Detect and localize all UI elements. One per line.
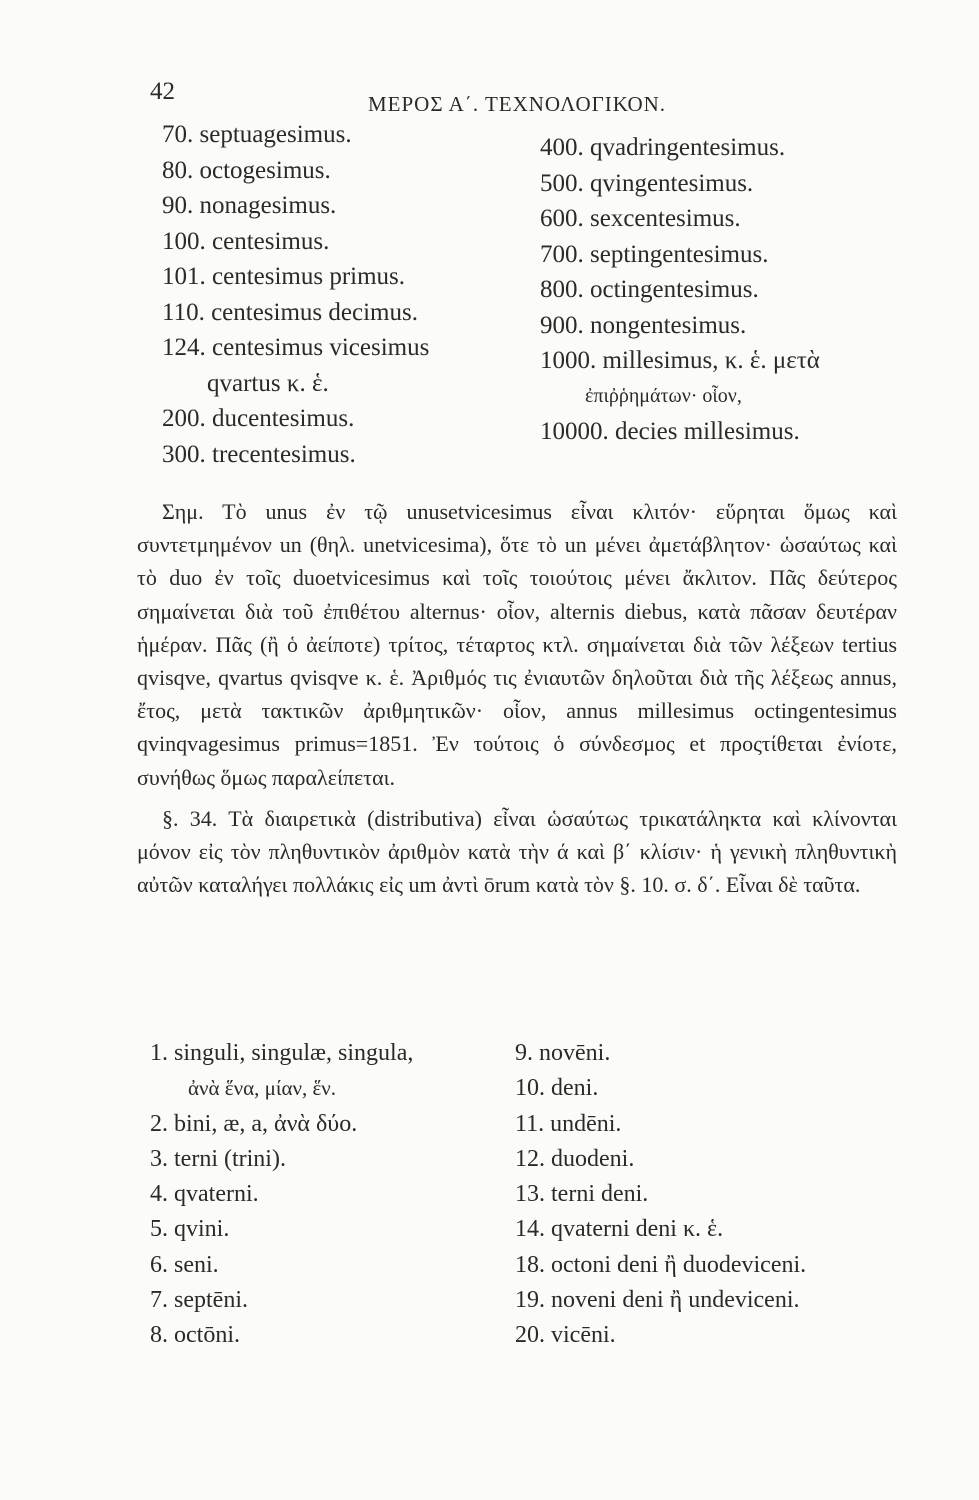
running-title: ΜΕΡΟΣ Α΄. ΤΕΧΝΟΛΟΓΙΚΟΝ.: [368, 92, 667, 116]
body-text: [137, 487, 897, 901]
section-paragraph: §. 34. Τὰ διαιρετικὰ (distributiva) εἶναι ὡσαύτως τρικατάληκτα καὶ κλίνονται μόνον εἰς τὸν πληθυντικὸν ἀριθμὸν κατὰ τὴν ά καὶ β΄ κλίσιν· ἡ γενικὴ πληθυντικὴ αὐτῶν καταλήγει πολλάκις εἰς um ἀντὶ ōrum κατὰ τὸν §. 10. σ. δ΄. Εἶναι δὲ ταῦτα.: [137, 805, 897, 898]
ordinal-line: 70. septuagesimus.: [162, 121, 352, 148]
ordinals-right-column: [540, 130, 820, 450]
ordinal-line: 800. octingentesimus.: [540, 276, 759, 303]
distributive-line: 2. bini, æ, a, ἀνὰ δύο.: [150, 1110, 358, 1137]
ordinal-line: 500. qvingentesimus.: [540, 169, 754, 197]
ordinal-line: qvartus κ. ἑ.: [207, 369, 329, 397]
distributives-left-column: [150, 1036, 413, 1354]
distributive-line: 5. qvini.: [150, 1216, 230, 1243]
ordinal-line: 200. ducentesimus.: [162, 405, 355, 432]
distributive-line: 3. terni (trini).: [150, 1145, 286, 1172]
distributive-line: 6. seni.: [150, 1251, 219, 1278]
ordinal-line: 600. sexcentesimus.: [540, 205, 741, 232]
ordinal-line: 100. centesimus.: [162, 227, 330, 255]
ordinal-line: 300. trecentesimus.: [162, 440, 356, 468]
distributive-line: 9. novēni.: [515, 1040, 611, 1066]
distributive-line: ἀνὰ ἕνα, μίαν, ἕν.: [188, 1076, 337, 1101]
ordinal-line: 80. octogesimus.: [162, 156, 331, 184]
distributive-line: 14. qvaterni deni κ. ἑ.: [515, 1216, 724, 1243]
ordinal-line: 1000. millesimus, κ. ἑ. μετὰ: [540, 347, 820, 374]
ordinal-line: 101. centesimus primus.: [162, 263, 406, 290]
ordinal-line: 400. qvadringentesimus.: [540, 134, 786, 161]
distributive-line: 7. septēni.: [150, 1287, 248, 1314]
distributive-line: 1. singuli, singulæ, singula,: [150, 1040, 414, 1066]
distributive-line: 10. deni.: [515, 1075, 599, 1102]
ordinal-line: 110. centesimus decimus.: [162, 298, 418, 326]
distributive-line: 11. undēni.: [515, 1110, 622, 1137]
ordinal-line: ἐπιῤῥημάτων· οἷον,: [585, 384, 742, 407]
ordinals-left-column: [162, 117, 429, 472]
distributives-right-column: [515, 1036, 806, 1354]
ordinal-line: 124. centesimus vicesimus: [162, 334, 430, 361]
distributive-line: 20. vicēni.: [515, 1322, 616, 1349]
distributive-line: 4. qvaterni.: [150, 1181, 259, 1208]
distributive-line: 18. octoni deni ἢ duodeviceni.: [515, 1251, 807, 1278]
note-paragraph: Σημ. Τὸ unus ἐν τῷ unusetvicesimus εἶναι κλιτόν· εὕρηται ὅμως καὶ συντετμημένον un (θηλ. unetvicesima), ὅτε τὸ un μένει ἀμετάβλητον· ὡσαύτως καὶ τὸ duo ἐν τοῖς duoetvicesimus καὶ τοῖς τοιούτοις μένει ἄκλιτον. Πᾶς δεύτερος σημαίνεται διὰ τοῦ ἐπιθέτου alternus· οἷον, alternis diebus, κατὰ πᾶσαν δευτέραν ἡμέραν. Πᾶς (ἢ ὁ ἀείποτε) τρίτος, τέταρτος κτλ. σημαίνεται διὰ τῶν λέξεων tertius qvisqve, qvartus qvisqve κ. ἑ. Ἀριθμός τις ἐνιαυτῶν δηλοῦται διὰ τῆς λέξεως annus, ἔτος, μετὰ τακτικῶν ἀριθμητικῶν· οἷον, annus millesimus octingentesimus qvinqvagesimus primus=1851. Ἐν τούτοις ὁ σύνδεσμος et προςτίθεται ἐνίοτε, συνήθως ὅμως παραλείπεται.: [137, 499, 897, 790]
distributive-line: 13. terni deni.: [515, 1181, 649, 1208]
page-number: 42: [150, 78, 175, 105]
ordinal-line: 700. septingentesimus.: [540, 240, 769, 268]
ordinal-line: 900. nongentesimus.: [540, 311, 747, 339]
distributive-line: 19. noveni deni ἢ undeviceni.: [515, 1287, 800, 1314]
distributive-line: 8. octōni.: [150, 1322, 240, 1349]
ordinal-line: 10000. decies millesimus.: [540, 418, 800, 445]
distributive-line: 12. duodeni.: [515, 1145, 635, 1172]
ordinal-line: 90. nonagesimus.: [162, 192, 337, 219]
